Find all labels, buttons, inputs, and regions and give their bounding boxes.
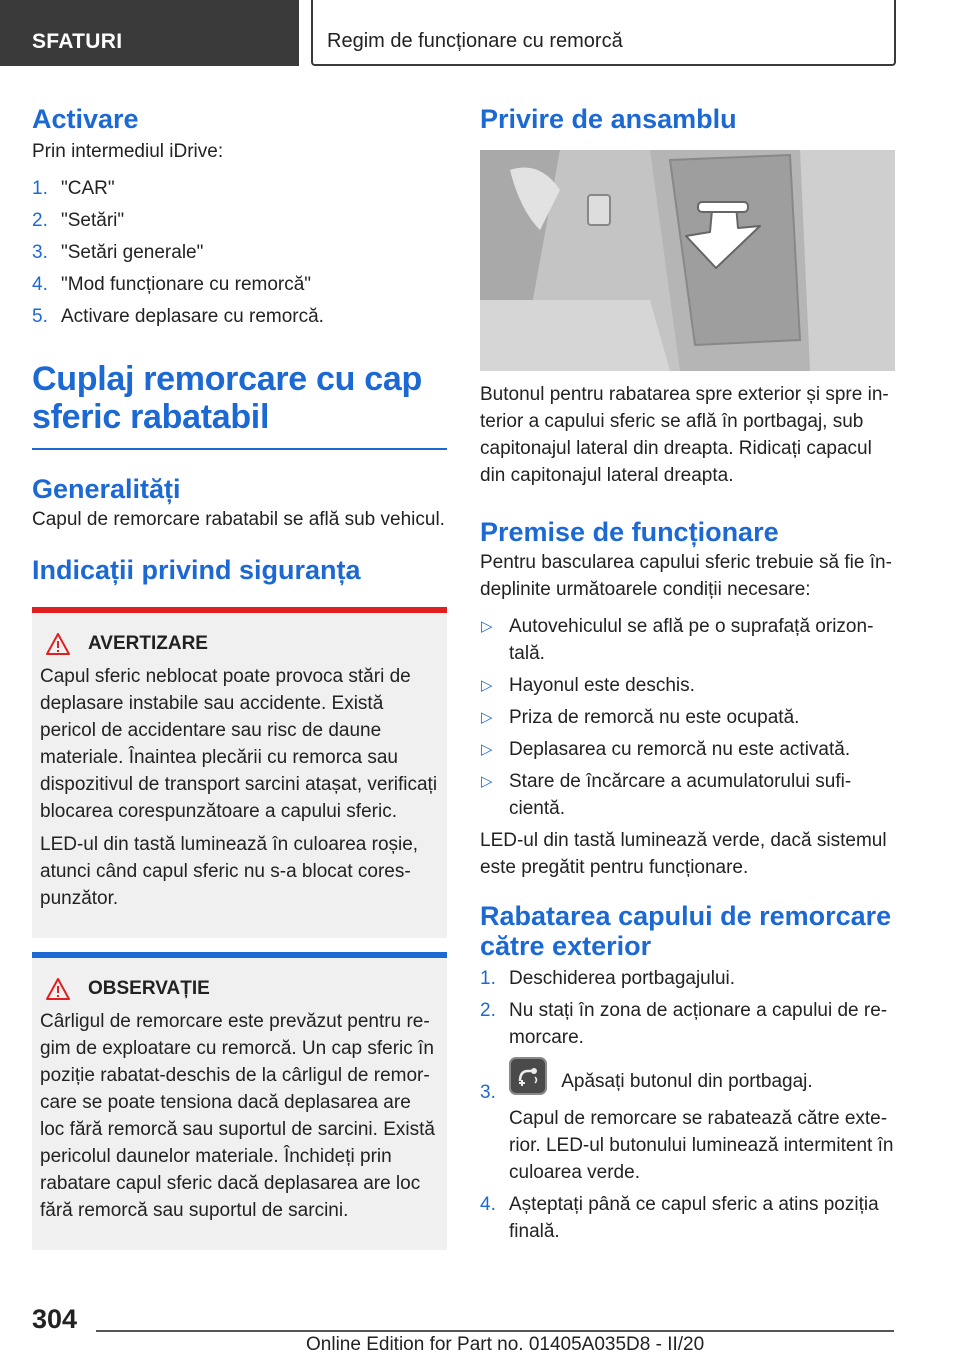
footer-rule bbox=[96, 1330, 894, 1332]
footer-edition: Online Edition for Part no. 01405A035D8 - II/20 bbox=[306, 1334, 705, 1355]
note-title: OBSERVAȚIE bbox=[40, 978, 439, 1000]
main-title: Cuplaj remorcare cu cap sferic rabatabil bbox=[32, 360, 422, 436]
warning-text-1: Capul sferic neblocat poate provoca stări de deplasare instabile sau accidente. Există pericol de accidentare sau risc de daune materiale. Înaintea plecării cu remorca sau dispozitivul de transport sarcini atașat, verificați blocarea corespunzătoare a capului sferic. bbox=[40, 666, 438, 822]
list-item: ▷ Stare de încărcare a acumulatorului suficientă. bbox=[480, 768, 895, 822]
header-section-tab bbox=[0, 0, 299, 66]
bullet-triangle-icon: ▷ bbox=[481, 677, 493, 694]
list-item: 2. Nu stați în zona de acționare a capului de remorcare. bbox=[480, 1000, 888, 1048]
list-item: 4. Așteptați până ce capul sferic a atins poziția finală. bbox=[480, 1194, 879, 1242]
list-item: ▷ Hayonul este deschis. bbox=[480, 672, 895, 699]
indicatii-heading: Indicații privind siguranța bbox=[32, 555, 361, 585]
towbar-button-icon bbox=[509, 1057, 547, 1095]
note-text: Cârligul de remorcare este prevăzut pentru regim de exploatare cu remorcă. Un cap sferic în poziție rabatat-deschis de la cârligul de remorcare se poate tensiona dacă deplasarea are loc fără remorcă sau suportul de sarcini. Există pericolul daunelor materiale. Închideți prin rabatare capul sferic dacă deplasarea are loc fără remorcă sau suportul de sarcini. bbox=[40, 1011, 435, 1221]
generalitati-text: Capul de remorcare rabatabil se află sub vehicul. bbox=[32, 509, 445, 530]
step-3-detail: Capul de remorcare se rabatează către exterior. LED-ul butonului luminează intermitent în culoarea verde. bbox=[509, 1108, 894, 1183]
list-item: ▷ Deplasarea cu remorcă nu este activată. bbox=[480, 736, 895, 763]
overview-text: Butonul pentru rabatarea spre exterior și spre interior a capului sferic se află în portbagaj, sub capitonajul lateral din dreapta. Ridicați capacul din capitonajul lateral dreapta. bbox=[480, 384, 889, 486]
rabatare-steps bbox=[480, 965, 895, 1245]
bullet-triangle-icon: ▷ bbox=[481, 618, 493, 635]
premise-list bbox=[480, 613, 895, 822]
warning-box bbox=[32, 607, 447, 938]
bullet-triangle-icon: ▷ bbox=[481, 773, 493, 790]
rabatare-heading: Rabatarea capului de remorcare către exterior bbox=[480, 901, 892, 961]
warning-title: AVERTIZARE bbox=[40, 633, 439, 655]
premise-heading: Premise de funcționare bbox=[480, 517, 779, 547]
list-item: ▷ Priza de remorcă nu este ocupată. bbox=[480, 704, 895, 731]
note-box bbox=[32, 952, 447, 1250]
header-section-label: SFATURI bbox=[32, 30, 123, 53]
premise-intro: Pentru bascularea capului sferic trebuie să fie îndeplinite următoarele condiții necesare: bbox=[480, 552, 892, 600]
warning-triangle-icon bbox=[46, 633, 70, 655]
bullet-triangle-icon: ▷ bbox=[481, 709, 493, 726]
right-column bbox=[480, 100, 895, 1250]
trunk-button-photo bbox=[480, 150, 895, 371]
title-rule bbox=[32, 448, 447, 450]
header-chapter-label: Regim de funcționare cu remorcă bbox=[327, 30, 623, 52]
list-item: 2. "Setări" bbox=[32, 210, 125, 231]
list-item: 3. "Setări generale" bbox=[32, 242, 204, 263]
activare-heading: Activare bbox=[32, 104, 139, 134]
list-item: 1. "CAR" bbox=[32, 178, 115, 199]
list-item: 5. Activare deplasare cu remorcă. bbox=[32, 306, 324, 327]
page-number: 304 bbox=[32, 1304, 78, 1334]
left-column bbox=[32, 100, 447, 1250]
list-item: 4. "Mod funcționare cu remorcă" bbox=[32, 274, 312, 295]
overview-heading: Privire de ansamblu bbox=[480, 104, 737, 134]
bullet-triangle-icon: ▷ bbox=[481, 741, 493, 758]
warning-text-2: LED-ul din tastă luminează în culoarea roșie, atunci când capul sferic nu s-a blocat corespunzător. bbox=[40, 834, 419, 909]
generalitati-heading: Generalități bbox=[32, 474, 181, 504]
list-item: 1. Deschiderea portbagajului. bbox=[480, 968, 736, 989]
activare-intro: Prin intermediul iDrive: bbox=[32, 141, 224, 162]
trunk-illustration bbox=[480, 150, 895, 371]
list-item: ▷ Autovehiculul se află pe o suprafață orizontală. bbox=[480, 613, 895, 667]
list-item: 3. Apăsați butonul din portbagaj. Capul de remorcare se rabatează către exterior. LED-ul butonului luminează intermitent în culoarea verde. bbox=[480, 1063, 895, 1186]
activare-steps bbox=[32, 175, 447, 330]
premise-outro: LED-ul din tastă luminează verde, dacă sistemul este pregătit pentru funcționare. bbox=[480, 830, 887, 878]
caution-triangle-icon bbox=[46, 978, 70, 1000]
header-chapter-tab bbox=[311, 0, 896, 66]
